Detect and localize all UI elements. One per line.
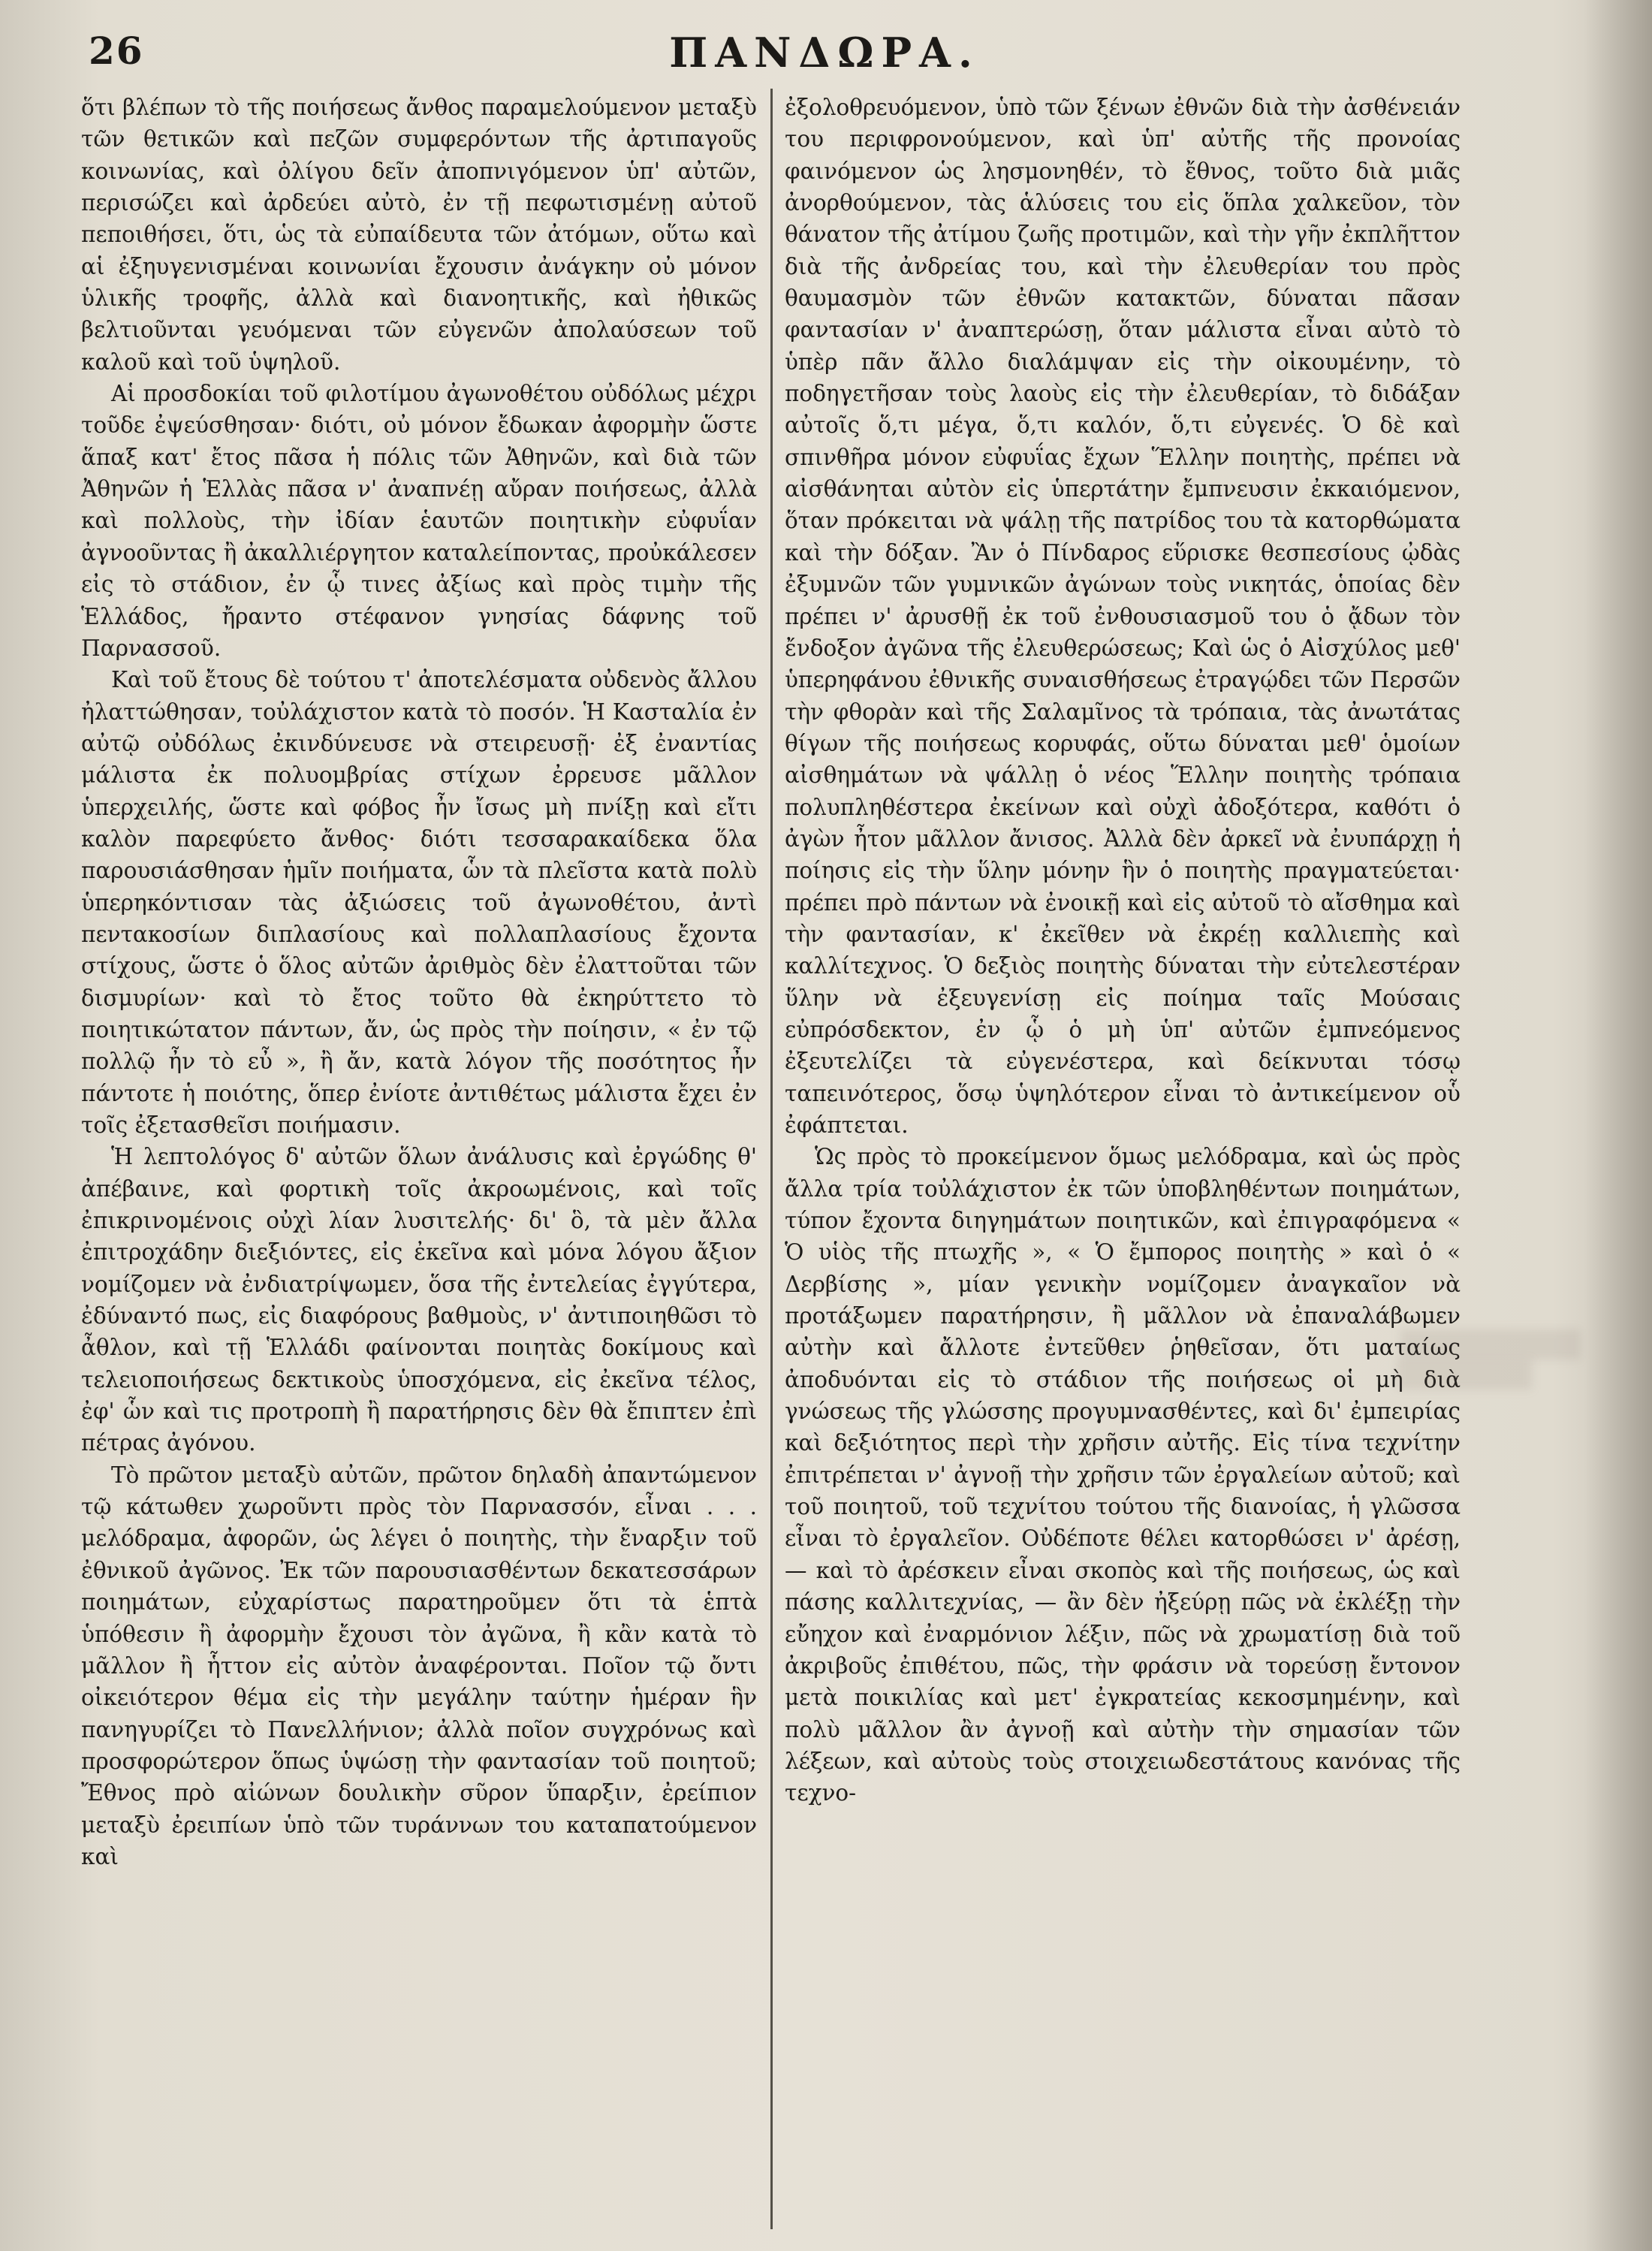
right-column: [785, 92, 1461, 2225]
right-paragraph-1: ἐξολοθρευόμενον, ὑπὸ τῶν ξένων ἐθνῶν διὰ τὴν ἀσθένειάν του περιφρονούμενον, καὶ ὑπ' αὐτῆς τῆς προνοίας φαινόμενον ὡς λησμονηθέν, τὸ ἔθνος, τοῦτο διὰ μιᾶς ἀνορθούμενον, τὰς ἁλύσεις του εἰς ὅπλα χαλκεῦον, τὸν θάνατον τῆς ἀτίμου ζωῆς προτιμῶν, καὶ τὴν γῆν ἐκπλῆττον διὰ τῆς ἀνδρείας του, καὶ τὴν ἐλευθερίαν του πρὸς θαυμασμὸν τῶν ἐθνῶν κατακτῶν, δύναται πᾶσαν φαντασίαν ν' ἀναπτερώσῃ, ὅταν μάλιστα εἶναι αὐτὸ τὸ ὑπὲρ πᾶν ἄλλο διαλάμψαν εἰς τὴν οἰκουμένην, τὸ ποδηγετῆσαν τοὺς λαοὺς εἰς τὴν ἐλευθερίαν, τὸ διδάξαν αὐτοῖς ὅ,τι μέγα, ὅ,τι καλόν, ὅ,τι εὐγενές. Ὁ δὲ καὶ σπινθῆρα μόνον εὐφυΐας ἔχων Ἕλλην ποιητὴς, πρέπει νὰ αἰσθάνηται αὐτὸν εἰς ὑπερτάτην ἔμπνευσιν ἐκκαιόμενον, ὅταν πρόκειται νὰ ψάλῃ τῆς πατρίδος του τὰ κατορθώματα καὶ τὴν δόξαν. Ἂν ὁ Πίνδαρος εὕρισκε θεσπεσίους ᾠδὰς ἐξυμνῶν τῶν γυμνικῶν ἀγώνων τοὺς νικητάς, ὁποίας δὲν πρέπει ν' ἀρυσθῇ ἐκ τοῦ ἐνθουσιασμοῦ του ὁ ᾄδων τὸν ἔνδοξον ἀγῶνα τῆς ἐλευθερώσεως; Καὶ ὡς ὁ Αἰσχύλος μεθ' ὑπερηφάνου ἐθνικῆς συναισθήσεως ἐτραγῴδει τῶν Περσῶν τὴν φθορὰν καὶ τῆς Σαλαμῖνος τὰ τρόπαια, τὰς ἀνωτάτας θίγων τῆς ποιήσεως κορυφάς, οὕτω δύναται μεθ' ὁμοίων αἰσθημάτων νὰ ψάλλῃ ὁ νέος Ἕλλην ποιητὴς τρόπαια πολυπληθέστερα ἐκείνων καὶ οὐχὶ ἀδοξότερα, καθότι ὁ ἀγὼν ἦτον μᾶλλον ἄνισος. Ἀλλὰ δὲν ἀρκεῖ νὰ ἐνυπάρχῃ ἡ ποίησις εἰς τὴν ὕλην μόνην ἣν ὁ ποιητὴς πραγματεύεται· πρέπει πρὸ πάντων νὰ ἐνοικῇ καὶ εἰς αὐτοῦ τὸ αἴσθημα καὶ τὴν φαντασίαν, κ' ἐκεῖθεν νὰ ἐκρέῃ καλλιεπὴς καὶ καλλίτεχνος. Ὁ δεξιὸς ποιητὴς δύναται τὴν εὐτελεστέραν ὕλην νὰ ἐξευγενίσῃ εἰς ποίημα ταῖς Μούσαις εὐπρόσδεκτον, ἐν ᾧ ὁ μὴ ὑπ' αὐτῶν ἐμπνεόμενος ἐξευτελίζει τὰ εὐγενέστερα, καὶ δείκνυται τόσῳ ταπεινότερος, ὅσῳ ὑψηλότερον εἶναι τὸ ἀντικείμενον οὗ ἐφάπτεται.: [785, 95, 1461, 1138]
running-title: ΠΑΝΔΩΡΑ.: [669, 29, 980, 77]
page-header: [89, 23, 1560, 90]
left-paragraph-4: Ἡ λεπτολόγος δ' αὐτῶν ὅλων ἀνάλυσις καὶ ἐργώδης θ' ἀπέβαινε, καὶ φορτικὴ τοῖς ἀκροωμένοις, καὶ τοῖς ἐπικρινομένοις οὐχὶ λίαν λυσιτελής· δι' ὃ, τὰ μὲν ἄλλα ἐπιτροχάδην διεξιόντες, εἰς ἐκεῖνα καὶ μόνα λόγου ἄξιον νομίζομεν νὰ ἐνδιατρίψωμεν, ὅσα τῆς ἐντελείας ἐγγύτερα, ἐδύναντό πως, εἰς διαφόρους βαθμοὺς, ν' ἀντιποιηθῶσι τὸ ἆθλον, καὶ τῇ Ἑλλάδι φαίνονται ποιητὰς δοκίμους καὶ τελειοποιήσεως δεκτικοὺς ὑποσχόμενα, εἰς ἐκεῖνα τέλος, ἐφ' ὧν καὶ τις προτροπὴ ἢ παρατήρησις δὲν θὰ ἔπιπτεν ἐπὶ πέτρας ἀγόνου.: [81, 1144, 757, 1456]
column-divider: [770, 89, 773, 2229]
show-through-smudge: [1397, 1359, 1532, 1390]
left-column: [81, 92, 757, 2225]
show-through-smudge: [1400, 1329, 1581, 1359]
left-paragraph-1: ὅτι βλέπων τὸ τῆς ποιήσεως ἄνθος παραμελούμενον μεταξὺ τῶν θετικῶν καὶ πεζῶν συμφερόντων τῆς ἀρτιπαγοῦς κοινωνίας, καὶ ὀλίγου δεῖν ἀποπνιγόμενον ὑπ' αὐτῶν, περισώζει καὶ ἀρδεύει αὐτὸ, ἐν τῇ πεφωτισμένῃ αὐτοῦ πεποιθήσει, ὅτι, ὡς τὰ εὐπαίδευτα τῶν ἀτόμων, οὕτω καὶ αἱ ἐξηυγενισμέναι κοινωνίαι ἔχουσιν ἀνάγκην οὐ μόνον ὑλικῆς τροφῆς, ἀλλὰ καὶ διανοητικῆς, καὶ ἠθικῶς βελτιοῦνται γευόμεναι τῶν εὐγενῶν ἀπολαύσεων τοῦ καλοῦ καὶ τοῦ ὑψηλοῦ.: [81, 95, 757, 375]
binding-shadow: [1584, 0, 1652, 2251]
left-paragraph-3: Καὶ τοῦ ἔτους δὲ τούτου τ' ἀποτελέσματα οὐδενὸς ἄλλου ἠλαττώθησαν, τοὐλάχιστον κατὰ τὸ ποσόν. Ἡ Κασταλία ἐν αὐτῷ οὐδόλως ἐκινδύνευσε νὰ στειρευσῇ· ἐξ ἐναντίας μάλιστα ἐκ πολυομβρίας στίχων ἐρρευσε μᾶλλον ὑπερχειλής, ὥστε καὶ φόβος ἦν ἴσως μὴ πνίξῃ καὶ εἴτι καλὸν παρεφύετο ἄνθος· διότι τεσσαρακαίδεκα ὅλα παρουσιάσθησαν ἡμῖν ποιήματα, ὧν τὰ πλεῖστα κατὰ πολὺ ὑπερηκόντισαν τὰς ἀξιώσεις τοῦ ἀγωνοθέτου, ἀντὶ πεντακοσίων διπλασίους καὶ πολλαπλασίους ἔχοντα στίχους, ὥστε ὁ ὅλος αὐτῶν ἀριθμὸς δὲν ἐλαττοῦται τῶν δισμυρίων· καὶ τὸ ἔτος τοῦτο θὰ ἐκηρύττετο τὸ ποιητικώτατον πάντων, ἄν, ὡς πρὸς τὴν ποίησιν, « ἐν τῷ πολλῷ ἦν τὸ εὖ », ἢ ἄν, κατὰ λόγον τῆς ποσότητος ἦν πάντοτε ἡ ποιότης, ὅπερ ἐνίοτε ἀντιθέτως μάλιστα ἔχει ἐν τοῖς ἐξετασθεῖσι ποιήμασιν.: [81, 667, 757, 1138]
page-number: 26: [89, 29, 144, 73]
left-paragraph-5: Τὸ πρῶτον μεταξὺ αὐτῶν, πρῶτον δηλαδὴ ἀπαντώμενον τῷ κάτωθεν χωροῦντι πρὸς τὸν Παρνασσόν, εἶναι . . . μελόδραμα, ἀφορῶν, ὡς λέγει ὁ ποιητὴς, τὴν ἔναρξιν τοῦ ἐθνικοῦ ἀγῶνος. Ἐκ τῶν παρουσιασθέντων δεκατεσσάρων ποιημάτων, εὐχαρίστως παρατηροῦμεν ὅτι τὰ ἑπτὰ ὑπόθεσιν ἢ ἀφορμὴν ἔχουσι τὸν ἀγῶνα, ἢ κἂν κατὰ τὸ μᾶλλον ἢ ἧττον εἰς αὐτὸν ἀναφέρονται. Ποῖον τῷ ὄντι οἰκειότερον θέμα εἰς τὴν μεγάλην ταύτην ἡμέραν ἣν πανηγυρίζει τὸ Πανελλήνιον; ἀλλὰ ποῖον συγχρόνως καὶ προσφορώτερον ὅπως ὑψώσῃ τὴν φαντασίαν τοῦ ποιητοῦ; Ἔθνος πρὸ αἰώνων δουλικὴν σῦρον ὕπαρξιν, ἐρείπιον μεταξὺ ἐρειπίων ὑπὸ τῶν τυράννων του καταπατούμενον καὶ: [81, 1462, 757, 1869]
left-paragraph-2: Αἱ προσδοκίαι τοῦ φιλοτίμου ἀγωνοθέτου οὐδόλως μέχρι τοῦδε ἐψεύσθησαν· διότι, οὐ μόνον ἔδωκαν ἀφορμὴν ὥστε ἅπαξ κατ' ἔτος πᾶσα ἡ πόλις τῶν Ἀθηνῶν, καὶ διὰ τῶν Ἀθηνῶν ἡ Ἑλλὰς πᾶσα ν' ἀναπνέῃ αὔραν ποιήσεως, ἀλλὰ καὶ πολλοὺς, τὴν ἰδίαν ἑαυτῶν ποιητικὴν εὐφυΐαν ἀγνοοῦντας ἢ ἀκαλλιέργητον καταλείποντας, προὐκάλεσεν εἰς τὸ στάδιον, ἐν ᾧ τινες ἀξίως καὶ πρὸς τιμὴν τῆς Ἑλλάδος, ἤραντο στέφανον γνησίας δάφνης τοῦ Παρνασσοῦ.: [81, 381, 757, 661]
right-paragraph-2: Ὡς πρὸς τὸ προκείμενον ὅμως μελόδραμα, καὶ ὡς πρὸς ἄλλα τρία τοὐλάχιστον ἐκ τῶν ὑποβληθέντων ποιημάτων, τύπον ἔχοντα διηγημάτων ποιητικῶν, καὶ ἐπιγραφόμενα « Ὁ υἱὸς τῆς πτωχῆς », « Ὁ ἔμπορος ποιητὴς » καὶ ὁ « Δερβίσης », μίαν γενικὴν νομίζομεν ἀναγκαῖον νὰ προτάξωμεν παρατήρησιν, ἢ μᾶλλον νὰ ἐπαναλάβωμεν αὐτὴν καὶ ἄλλοτε ἐντεῦθεν ῥηθεῖσαν, ὅτι ματαίως ἀποδυόνται εἰς τὸ στάδιον τῆς ποιήσεως οἱ μὴ διὰ γνώσεως τῆς γλώσσης προγυμνασθέντες, καὶ δι' ἐμπειρίας καὶ δεξιότητος περὶ τὴν χρῆσιν αὐτῆς. Εἰς τίνα τεχνίτην ἐπιτρέπεται ν' ἀγνοῇ τὴν χρῆσιν τῶν ἐργαλείων αὐτοῦ; καὶ τοῦ ποιητοῦ, τοῦ τεχνίτου τούτου τῆς διανοίας, ἡ γλῶσσα εἶναι τὸ ἐργαλεῖον. Οὐδέποτε θέλει κατορθώσει ν' ἀρέσῃ, — καὶ τὸ ἀρέσκειν εἶναι σκοπὸς καὶ τῆς ποιήσεως, ὡς καὶ πάσης καλλιτεχνίας, — ἂν δὲν ἠξεύρῃ πῶς νὰ ἐκλέξῃ τὴν εὔηχον καὶ ἐναρμόνιον λέξιν, πῶς νὰ χρωματίσῃ διὰ τοῦ ἀκριβοῦς ἐπιθέτου, πῶς, τὴν φράσιν νὰ τορεύσῃ ἔντονον μετὰ ποικιλίας καὶ μετ' ἐγκρατείας κεκοσμημένην, καὶ πολὺ μᾶλλον ἂν ἀγνοῇ καὶ αὐτὴν τὴν σημασίαν τῶν λέξεων, καὶ αὐτοὺς τοὺς στοιχειωδεστάτους κανόνας τῆς τεχνο-: [785, 1144, 1461, 1806]
